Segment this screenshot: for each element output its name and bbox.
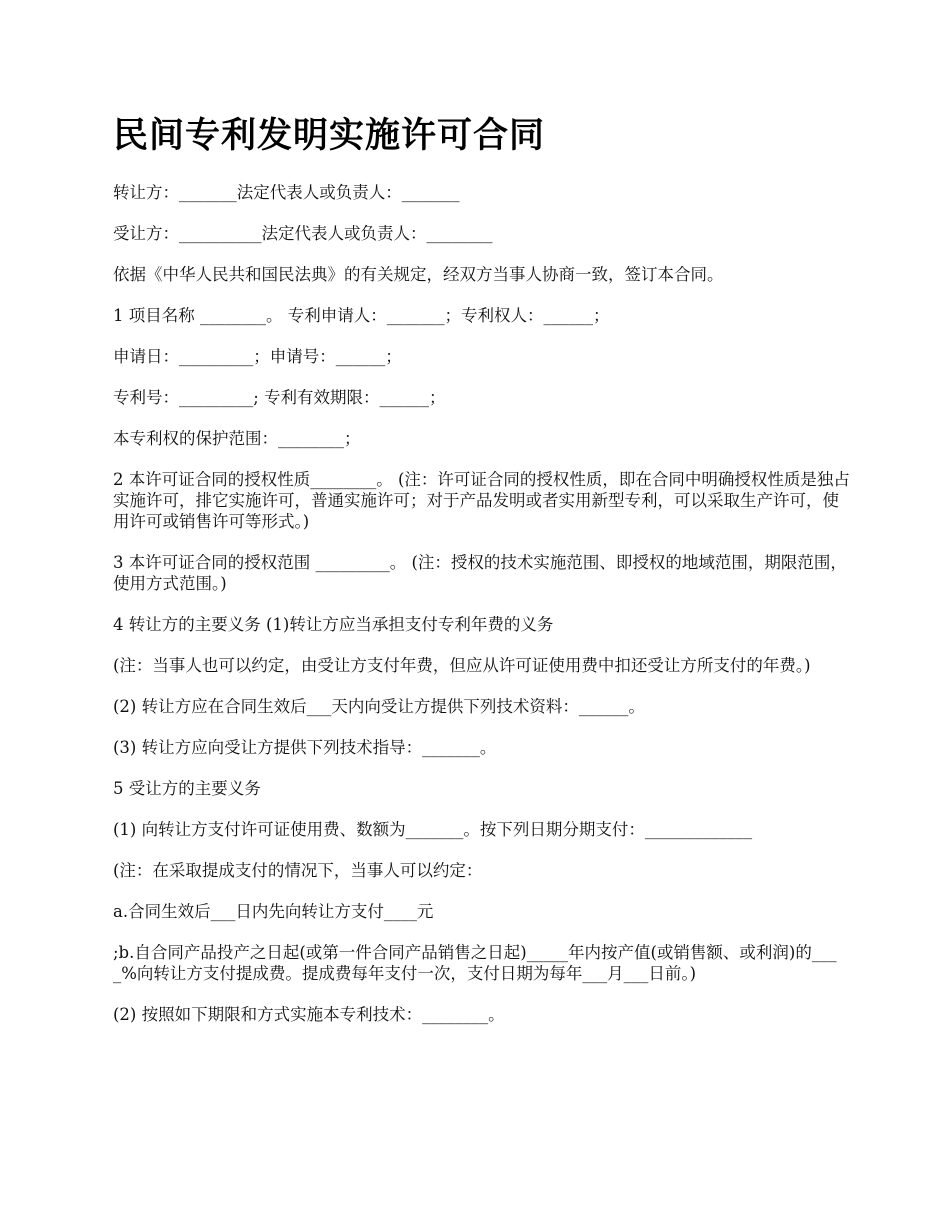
- patent-number-line: 专利号：_________; 专利有效期限：______；: [113, 388, 446, 407]
- legal-basis-paragraph: 依据《中华人民共和国民法典》的有关规定，经双方当事人协商一致，签订本合同。: [113, 265, 724, 284]
- transferor-line: 转让方：_______法定代表人或负责人：_______: [113, 183, 460, 202]
- section-4-transferor-obligations: 4 转让方的主要义务 (1)转让方应当承担支付专利年费的义务: [113, 615, 554, 634]
- protection-scope-line: 本专利权的保护范围：________；: [113, 429, 361, 448]
- section-5-transferee-obligations: 5 受让方的主要义务: [113, 779, 261, 798]
- section-3-license-scope: 3 本许可证合同的授权范围 _________。 (注：授权的技术实施范围、即授权的地域范围，期限范围，使用方式范围。): [113, 553, 847, 593]
- section-1-project-name: 1 项目名称 ________。 专利申请人：_______；专利权人：______；: [113, 306, 610, 325]
- transferee-line: 受让方：__________法定代表人或负责人：________: [113, 224, 493, 243]
- document-title: 民间专利发明实施许可合同: [113, 116, 546, 156]
- note-annual-fee: (注：当事人也可以约定，由受让方支付年费，但应从许可证使用费中扣还受让方所支付的年费。): [113, 656, 811, 675]
- royalty-item-a: a.合同生效后___日内先向转让方支付____元: [113, 902, 434, 921]
- section-2-license-nature: 2 本许可证合同的授权性质________。 (注：许可证合同的授权性质，即在合同中明确授权性质是独占实施许可，排它实施许可，普通实施许可；对于产品发明或者实用新型专利，可以采取生产许可，使用许可或销售许可等形式。): [113, 470, 850, 531]
- royalty-item-b: ;b.自合同产品投产之日起(或第一件合同产品销售之日起)_____年内按产值(或销售额、或利润)的____%向转让方支付提成费。提成费每年支付一次，支付日期为每年___月___日前。): [113, 943, 837, 983]
- transferor-obligation-3: (3) 转让方应向受让方提供下列技术指导：_______。: [113, 738, 497, 757]
- transferee-obligation-1: (1) 向转让方支付许可证使用费、数额为_______。按下列日期分期支付：_____________: [113, 820, 753, 839]
- application-date-line: 申请日：_________；申请号：______；: [113, 347, 402, 366]
- transferee-obligation-2: (2) 按照如下期限和方式实施本专利技术：________。: [113, 1005, 505, 1024]
- note-royalty-payment: (注：在采取提成支付的情况下，当事人可以约定：: [113, 861, 483, 880]
- document-page: [113, 112, 853, 1045]
- transferor-obligation-2: (2) 转让方应在合同生效后___天内向受让方提供下列技术资料：______。: [113, 697, 645, 716]
